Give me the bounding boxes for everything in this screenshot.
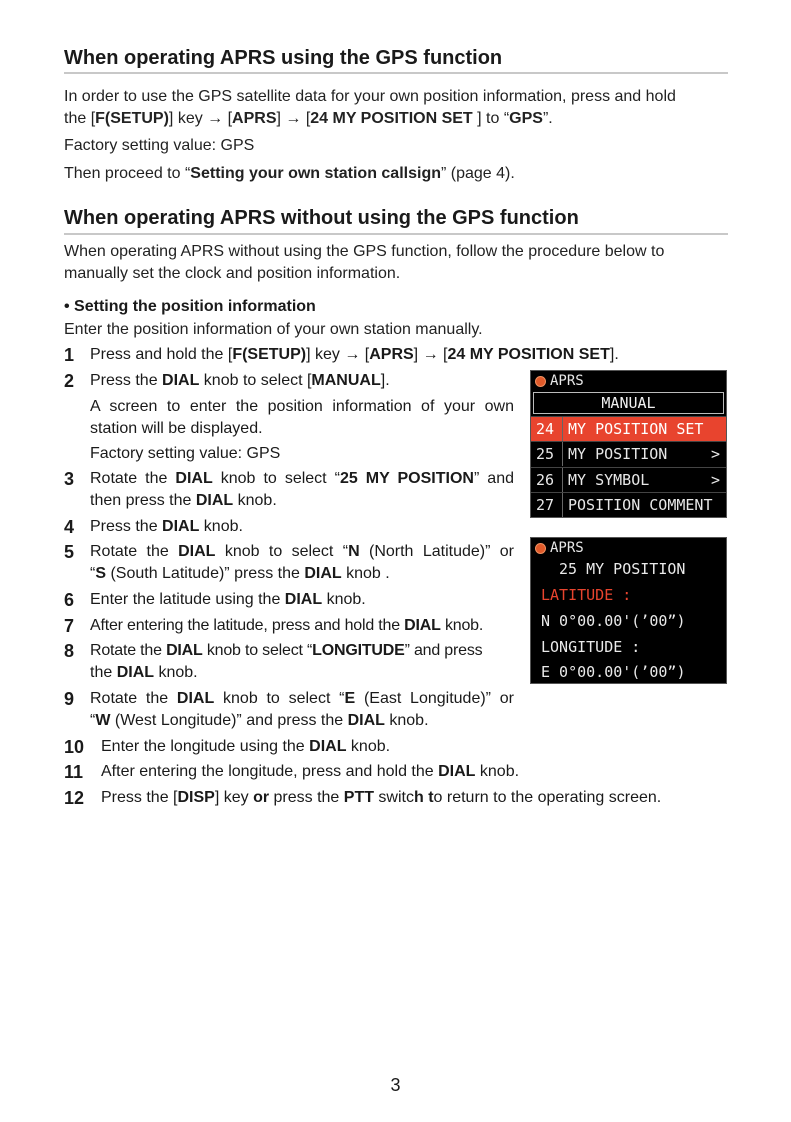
step-number: 8: [64, 641, 75, 661]
step-11: 11 After entering the longitude, press and hold the DIAL knob.: [64, 762, 520, 782]
step-3: 3 Rotate the DIAL knob to select “25 MY POSITION” and then press the DIAL knob.: [64, 469, 515, 509]
step-9: 9 Rotate the DIAL knob to select “E (East Longitude)” or “W (West Longitude)” and press the DIAL knob.: [64, 689, 514, 729]
latitude-value[interactable]: N 0°00.00'(’00”): [541, 612, 686, 630]
heading-underline: [64, 233, 728, 235]
step-2: 2 Press the DIAL knob to select [MANUAL].: [64, 371, 390, 391]
page-number: 3: [390, 1075, 401, 1095]
heading-underline: [64, 72, 728, 74]
longitude-value[interactable]: E 0°00.00'(’00”): [541, 663, 686, 681]
step-2-factory: Factory setting value: GPS: [90, 445, 281, 462]
step-number: 3: [64, 469, 75, 489]
step-4: 4 Press the DIAL knob.: [64, 517, 243, 537]
menu-item-26[interactable]: 26 MY SYMBOL >: [531, 467, 726, 492]
step-2-note-line1: A screen to enter the position information of your own: [90, 398, 514, 415]
chevron-right-icon: >: [710, 445, 720, 463]
no-gps-intro: When operating APRS without using the GPS function, follow the procedure below to manually set the clock and position information.: [64, 243, 665, 282]
factory-setting-text: Factory setting value: GPS: [64, 137, 255, 154]
my-position-screen: [530, 537, 727, 684]
aprs-icon: [535, 543, 546, 554]
then-proceed-text: Then proceed to “Setting your own station callsign” (page 4).: [64, 165, 515, 182]
step-6: 6 Enter the latitude using the DIAL knob.: [64, 590, 366, 610]
key-fsetup: F(SETUP): [95, 110, 169, 127]
manual-value: MANUAL: [533, 392, 724, 414]
bullet-text: Enter the position information of your own station manually.: [64, 321, 483, 338]
step-number: 12: [64, 788, 85, 808]
menu-item-24[interactable]: 24 MY POSITION SET: [531, 416, 726, 441]
step-number: 4: [64, 517, 75, 537]
menu-item-25[interactable]: 25 MY POSITION >: [531, 441, 726, 466]
screen-title: APRS: [535, 372, 584, 390]
step-number: 11: [64, 762, 84, 782]
step-number: 7: [64, 616, 75, 636]
gps-paragraph: In order to use the GPS satellite data for your own position information, press and hold the [F(SETUP)] key → [APRS] → [24 MY POSITION SET ] to “GPS”.: [64, 88, 676, 127]
step-5: 5 Rotate the DIAL knob to select “N (North Latitude)” or “S (South Latitude)” press the DIAL knob .: [64, 542, 515, 582]
screen-subtitle: 25 MY POSITION: [559, 560, 686, 578]
longitude-label: LONGITUDE :: [541, 638, 641, 656]
menu-item-27[interactable]: 27 POSITION COMMENT: [531, 492, 726, 517]
step-number: 10: [64, 737, 85, 757]
step-7: 7 After entering the latitude, press and hold the DIAL knob.: [64, 616, 484, 636]
section-heading-gps: When operating APRS using the GPS function: [64, 47, 503, 69]
bullet-heading: • Setting the position information: [64, 298, 316, 315]
step-number: 5: [64, 542, 75, 562]
aprs-icon: [535, 376, 546, 387]
chevron-right-icon: >: [710, 471, 720, 489]
callsign-reference: Setting your own station callsign: [190, 165, 441, 182]
step-number: 2: [64, 371, 75, 391]
section-heading-no-gps: When operating APRS without using the GPS function: [64, 207, 579, 229]
latitude-label: LATITUDE :: [541, 586, 632, 604]
step-10: 10 Enter the longitude using the DIAL knob.: [64, 737, 391, 757]
step-number: 1: [64, 345, 75, 365]
step-2-note-line2: station will be displayed.: [90, 420, 263, 437]
step-12: 12 Press the [DISP] key or press the PTT switch to return to the operating screen.: [64, 788, 662, 808]
gps-paragraph-line1: In order to use the GPS satellite data for your own position information, press and hold: [64, 88, 676, 105]
step-number: 6: [64, 590, 75, 610]
step-number: 9: [64, 689, 75, 709]
screen-title: APRS: [535, 539, 584, 557]
step-1: 1 Press and hold the [F(SETUP)] key → [APRS] → [24 MY POSITION SET].: [64, 345, 619, 365]
aprs-menu-screen: [530, 370, 727, 518]
step-8: 8 Rotate the DIAL knob to select “LONGITUDE” and press the DIAL knob.: [64, 641, 483, 681]
